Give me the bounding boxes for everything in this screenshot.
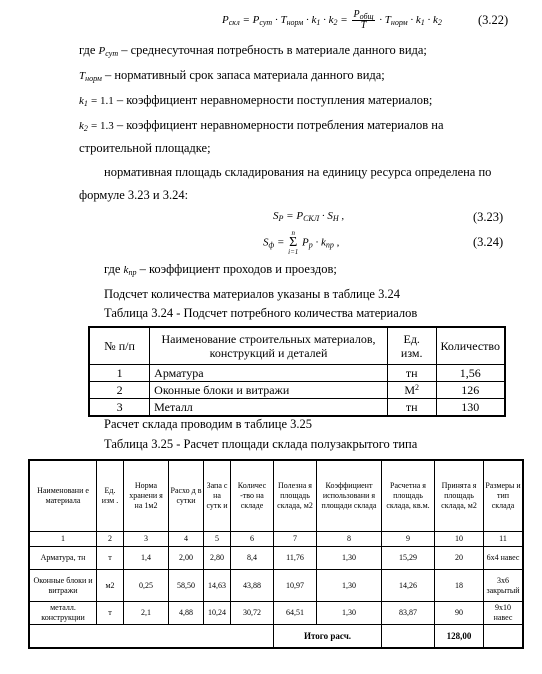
formula-operator: =: [286, 210, 294, 222]
formula-symbol: P: [353, 9, 360, 20]
formula-symbol: k: [79, 95, 84, 107]
table-cell: 8: [317, 532, 382, 547]
formula-subscript: 2: [83, 124, 88, 133]
table-cell: 30,72: [231, 602, 274, 625]
table-header-cell: Полезна я площадь склада, м2: [274, 460, 317, 532]
table-3-24-caption: Таблица 3.24 - Подсчет потребного количества материалов: [104, 306, 418, 320]
table-cell: 1,56: [436, 365, 505, 382]
formula-symbol: k: [123, 264, 129, 276]
total-value: 128,00: [435, 625, 484, 649]
table-row: [29, 570, 523, 602]
table-cell: 6х4 навес: [484, 547, 524, 570]
table-header-row: [89, 327, 505, 365]
table-row: [89, 399, 505, 417]
unit-text: М: [404, 382, 416, 397]
sum-lower-limit: i=1: [288, 248, 299, 256]
area-paragraph-line-1: нормативная площадь складирования на единицу ресурса определена по: [104, 165, 492, 179]
table-cell: 130: [436, 399, 505, 417]
formula-subscript: ф: [268, 240, 275, 250]
formula-symbol: k: [321, 236, 326, 249]
table-header-cell: Запа с на сутк и: [204, 460, 231, 532]
formula-operator: ·: [315, 236, 319, 249]
equation-number-3-23: (3.23): [473, 210, 504, 224]
table-cell: 1,4: [124, 547, 169, 570]
unit-superscript: 2: [415, 382, 420, 392]
empty-cell: [231, 625, 274, 649]
table-cell: 2: [97, 532, 124, 547]
empty-cell: [169, 625, 204, 649]
table-header-cell: Наименовани е материала: [29, 460, 97, 532]
formula-symbol: k: [433, 14, 438, 27]
table-cell: Арматура, тн: [29, 547, 97, 570]
formula-subscript: 1: [83, 99, 88, 108]
table-cell: 4: [169, 532, 204, 547]
table-cell: 1: [29, 532, 97, 547]
formula-symbol: k: [79, 120, 84, 132]
table-3-24: [88, 326, 506, 417]
def-text: – среднесуточная потребность в материале данного вида;: [121, 43, 427, 57]
formula-symbol: T: [280, 14, 287, 27]
formula-subscript: сут: [259, 18, 273, 28]
def-k2: [79, 117, 444, 134]
table-cell: 7: [274, 532, 317, 547]
table-cell: 9х10 навес: [484, 602, 524, 625]
fraction-denominator: T: [360, 20, 367, 31]
table-3-25: [28, 459, 524, 649]
formula-subscript: пр: [128, 268, 137, 277]
table-cell: 2,1: [124, 602, 169, 625]
table-cell: 58,50: [169, 570, 204, 602]
formula-subscript: пр: [325, 240, 334, 250]
def-symbol: [124, 264, 137, 276]
table-cell: [387, 382, 436, 399]
formula-fraction: [352, 10, 374, 31]
table-row: [29, 602, 523, 625]
def-symbol: [79, 95, 88, 107]
empty-cell: [124, 625, 169, 649]
formula-subscript: норм: [286, 18, 304, 28]
formula-subscript: скл: [228, 18, 240, 28]
table-header-cell: № п/п: [89, 327, 150, 365]
formula-subscript: сут: [105, 49, 119, 58]
formula-operator: ·: [321, 210, 325, 222]
table-cell: 14,26: [382, 570, 435, 602]
table-cell: 4,88: [169, 602, 204, 625]
equation-number-3-22: (3.22): [478, 13, 509, 27]
formula-3-24: [263, 230, 339, 256]
formula-operator: =: [242, 14, 250, 27]
def-prefix: где: [104, 262, 121, 276]
table-cell: 11,76: [274, 547, 317, 570]
formula-symbol: T: [384, 14, 391, 27]
table-cell: 83,87: [382, 602, 435, 625]
table-cell: Металл: [150, 399, 388, 417]
table-header-row: [29, 460, 523, 532]
formula-subscript: 2: [437, 18, 442, 28]
table-cell: 1,30: [317, 547, 382, 570]
table-cell: 20: [435, 547, 484, 570]
table-row: [89, 382, 505, 399]
table-cell: Оконные блоки и витражи: [150, 382, 388, 399]
formula-subscript: 1: [420, 18, 425, 28]
sum-upper-limit: n: [291, 229, 295, 237]
count-paragraph: Подсчет количества материалов указаны в таблице 3.24: [104, 287, 400, 301]
def-k2-continuation: строительной площадке;: [79, 141, 211, 155]
table-cell: 15,29: [382, 547, 435, 570]
table-header-cell: Расчетна я площадь склада, кв.м.: [382, 460, 435, 532]
table-cell: 1,30: [317, 570, 382, 602]
table-cell: 14,63: [204, 570, 231, 602]
formula-symbol: S: [263, 236, 269, 249]
table-cell: 2,80: [204, 547, 231, 570]
table-cell: 9: [382, 532, 435, 547]
formula-3-23: [273, 210, 344, 222]
formula-symbol: P: [296, 210, 304, 222]
formula-subscript: СКЛ: [303, 214, 320, 223]
formula-symbol: k: [415, 14, 421, 27]
table-cell: 10,24: [204, 602, 231, 625]
formula-operator: =: [340, 14, 348, 27]
calc-paragraph: Расчет склада проводим в таблице 3.25: [104, 417, 313, 431]
table-cell: 0,25: [124, 570, 169, 602]
formula-symbol: P: [222, 14, 229, 27]
table-cell: 3х6 закрытый: [484, 570, 524, 602]
empty-cell: [484, 625, 524, 649]
table-cell: м2: [97, 570, 124, 602]
formula-operator: ·: [427, 14, 431, 27]
formula-subscript: p: [308, 240, 313, 250]
empty-cell: [382, 625, 435, 649]
def-k-pr: [104, 261, 337, 278]
table-header-cell: Коэффициент использовани я площади склада: [317, 460, 382, 532]
table-cell: 10: [435, 532, 484, 547]
formula-operator: ·: [323, 14, 326, 27]
formula-symbol: P: [302, 236, 309, 249]
formula-subscript: норм: [390, 18, 408, 28]
def-prefix: где: [79, 43, 96, 57]
table-cell: тн: [387, 365, 436, 382]
formula-symbol: P: [98, 45, 106, 57]
table-cell: 5: [204, 532, 231, 547]
def-p-sut: [79, 42, 427, 59]
formula-symbol: P: [252, 14, 260, 27]
empty-cell: [97, 625, 124, 649]
table-cell: т: [97, 547, 124, 570]
def-text: – нормативный срок запаса материала данного вида;: [104, 68, 385, 82]
table-header-cell: Принята я площадь склада, м2: [435, 460, 484, 532]
table-header-cell: Норма хранени я на 1м2: [124, 460, 169, 532]
table-header-cell: Ед. изм .: [97, 460, 124, 532]
table-cell: 10,97: [274, 570, 317, 602]
sum-operator: [288, 230, 298, 256]
table-header-cell: Ед. изм.: [387, 327, 436, 365]
def-value: = 1.1: [91, 95, 114, 107]
table-cell: 2: [89, 382, 150, 399]
formula-operator: ·: [274, 14, 278, 27]
def-symbol: [79, 120, 88, 132]
table-cell: 6: [231, 532, 274, 547]
formula-subscript: 2: [333, 18, 338, 28]
def-text: – коэффициент неравномерности поступления материалов;: [116, 93, 433, 107]
empty-cell: [204, 625, 231, 649]
table-cell: 90: [435, 602, 484, 625]
def-k1: [79, 92, 432, 109]
equation-number-3-24: (3.24): [473, 235, 504, 249]
formula-symbol: k: [328, 14, 334, 27]
table-cell: 3: [124, 532, 169, 547]
table-cell: 2,00: [169, 547, 204, 570]
table-cell: 126: [436, 382, 505, 399]
formula-operator: ·: [410, 14, 414, 27]
formula-operator: ·: [379, 14, 383, 27]
formula-symbol: k: [311, 14, 317, 27]
formula-3-22: [222, 10, 442, 31]
table-row: [29, 547, 523, 570]
table-header-cell: Количество: [436, 327, 505, 365]
table-cell: Арматура: [150, 365, 388, 382]
def-symbol: [79, 70, 102, 82]
table-number-row: [29, 532, 523, 547]
def-text: – коэффициент неравномерности потребления материалов на: [116, 118, 444, 132]
formula-subscript: общ: [359, 12, 374, 21]
sigma-icon: Σ: [289, 235, 298, 250]
table-cell: 18: [435, 570, 484, 602]
table-cell: т: [97, 602, 124, 625]
table-total-row: [29, 625, 523, 649]
table-header-cell: Расхо д в сутки: [169, 460, 204, 532]
formula-operator: ,: [336, 236, 340, 249]
def-symbol: [99, 45, 119, 57]
formula-operator: ,: [341, 210, 345, 222]
formula-symbol: S: [327, 210, 333, 222]
table-row: [89, 365, 505, 382]
table-header-cell: Наименование строительных материалов, конструкций и деталей: [150, 327, 388, 365]
table-header-cell: Количес -тво на складе: [231, 460, 274, 532]
table-header-cell: Размеры и тип склада: [484, 460, 524, 532]
def-text: – коэффициент проходов и проездов;: [139, 262, 337, 276]
total-label: Итого расч.: [274, 625, 382, 649]
formula-subscript: P: [278, 214, 284, 223]
table-cell: тн: [387, 399, 436, 417]
table-cell: 1,30: [317, 602, 382, 625]
area-paragraph-line-2: формуле 3.23 и 3.24:: [79, 188, 189, 202]
formula-symbol: S: [273, 210, 279, 222]
table-cell: 3: [89, 399, 150, 417]
table-3-25-caption: Таблица 3.25 - Расчет площади склада полузакрытого типа: [104, 437, 418, 451]
table-cell: 64,51: [274, 602, 317, 625]
formula-operator: =: [276, 236, 285, 249]
table-cell: металл. конструкции: [29, 602, 97, 625]
table-cell: 11: [484, 532, 524, 547]
formula-subscript: норм: [85, 74, 102, 83]
formula-symbol: T: [79, 70, 86, 82]
formula-subscript: Н: [332, 214, 339, 223]
table-cell: 43,88: [231, 570, 274, 602]
formula-operator: ·: [306, 14, 309, 27]
table-cell: 1: [89, 365, 150, 382]
empty-cell: [29, 625, 97, 649]
table-cell: 8,4: [231, 547, 274, 570]
table-cell: Оконные блоки и витражи: [29, 570, 97, 602]
def-value: = 1.3: [91, 120, 114, 132]
def-t-norm: [79, 67, 385, 84]
formula-subscript: 1: [316, 18, 321, 28]
